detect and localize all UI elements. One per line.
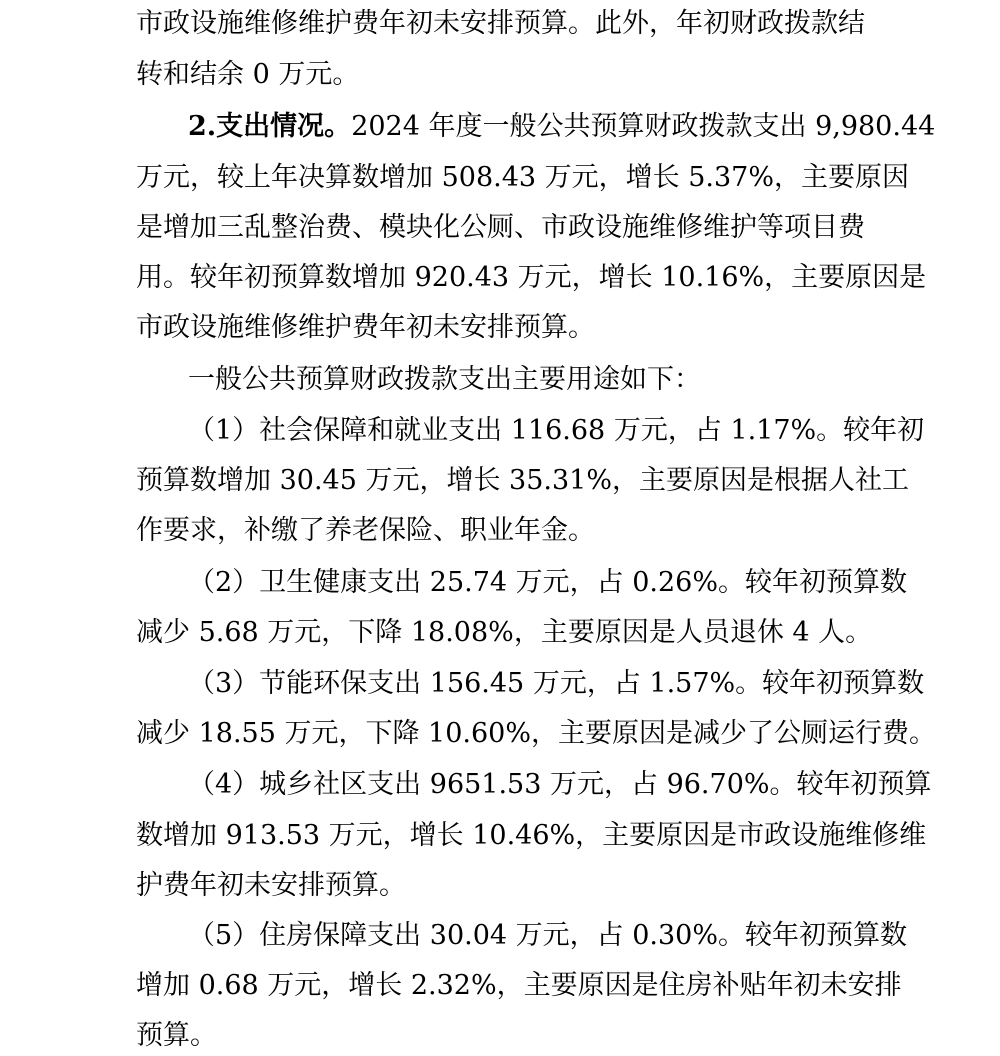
text-line: 数增加 913.53 万元，增长 10.46%，主要原因是市政设施维修维 (136, 820, 927, 851)
text-line: 增加 0.68 万元，增长 2.32%，主要原因是住房补贴年初未安排 (136, 970, 902, 1001)
text-line: 减少 5.68 万元，下降 18.08%，主要原因是人员退休 4 人。 (136, 617, 873, 648)
text-line: 一般公共预算财政拨款支出主要用途如下： (188, 364, 701, 395)
text-line: 预算。 (136, 1020, 217, 1051)
text-line: 2024 年度一般公共预算财政拨款支出 9,980.44 (351, 111, 936, 142)
text-line: （2）卫生健康支出 25.74 万元，占 0.26%。较年初预算数 (188, 567, 907, 598)
text-line: 预算数增加 30.45 万元，增长 35.31%，主要原因是根据人社工 (136, 465, 909, 496)
section-paragraph (188, 109, 935, 145)
text-line: 作要求，补缴了养老保险、职业年金。 (136, 515, 595, 546)
text-line: 是增加三乱整治费、模块化公厕、市政设施维修维护等项目费 (136, 212, 865, 243)
text-line: （1）社会保障和就业支出 116.68 万元，占 1.17%。较年初 (188, 415, 925, 446)
text-line: （4）城乡社区支出 9651.53 万元，占 96.70%。较年初预算 (188, 769, 932, 800)
text-line: （5）住房保障支出 30.04 万元，占 0.30%。较年初预算数 (188, 920, 907, 951)
text-line: 市政设施维修维护费年初未安排预算。此外，年初财政拨款结 (136, 8, 865, 39)
text-line: 市政设施维修维护费年初未安排预算。 (136, 312, 595, 343)
text-line: 护费年初未安排预算。 (136, 870, 406, 901)
text-line: 用。较年初预算数增加 920.43 万元，增长 10.16%，主要原因是 (136, 262, 927, 293)
text-line: 万元，较上年决算数增加 508.43 万元，增长 5.37%，主要原因 (136, 162, 909, 193)
text-line: 转和结余 0 万元。 (136, 59, 360, 90)
text-line: 减少 18.55 万元，下降 10.60%，主要原因是减少了公厕运行费。 (136, 718, 936, 749)
text-line: （3）节能环保支出 156.45 万元，占 1.57%。较年初预算数 (188, 668, 925, 699)
section-heading: 2.支出情况。 (188, 111, 352, 142)
